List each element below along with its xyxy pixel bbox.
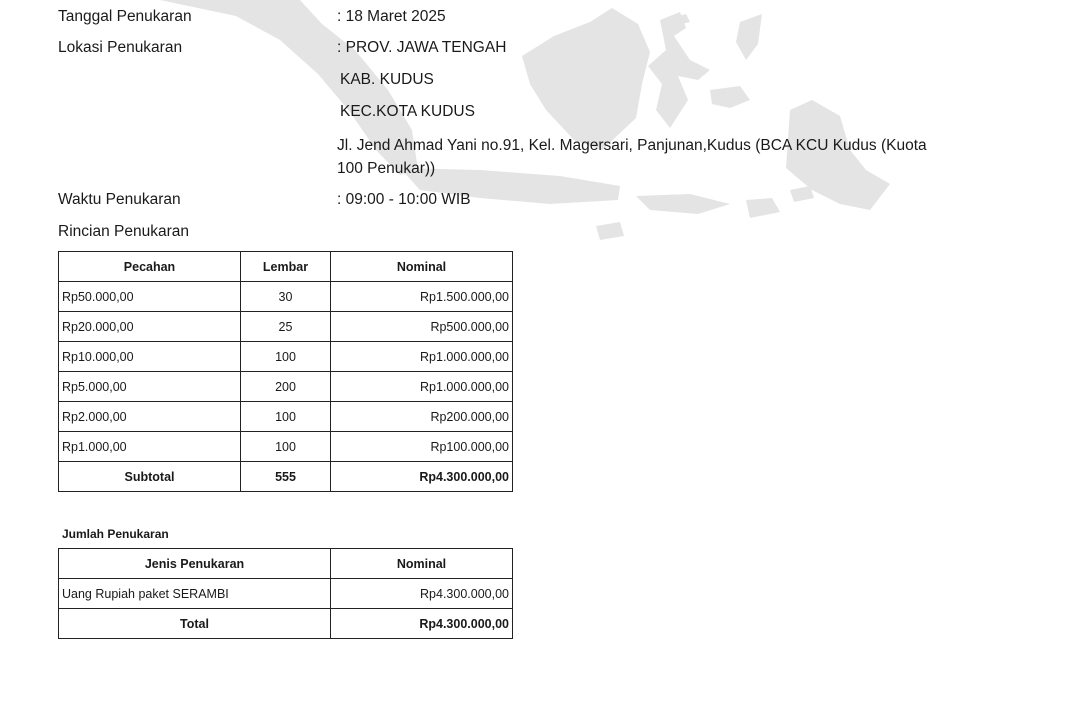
table-header-row: [59, 549, 513, 579]
lokasi-kab: KAB. KUDUS: [340, 71, 434, 88]
jumlah-table: [58, 548, 513, 639]
lembar-cell: 30: [241, 282, 331, 312]
table-row: [59, 342, 513, 372]
waktu-value: : 09:00 - 10:00 WIB: [337, 191, 471, 208]
pecahan-cell: Rp20.000,00: [59, 312, 241, 342]
table-row: [59, 432, 513, 462]
jumlah-title: Jumlah Penukaran: [62, 527, 169, 541]
pecahan-cell: Rp1.000,00: [59, 432, 241, 462]
table-row: [59, 372, 513, 402]
lembar-cell: 25: [241, 312, 331, 342]
table-row: [59, 282, 513, 312]
col-jenis: Jenis Penukaran: [59, 549, 331, 579]
table-header-row: [59, 252, 513, 282]
pecahan-cell: Rp5.000,00: [59, 372, 241, 402]
col-pecahan: Pecahan: [59, 252, 241, 282]
tanggal-label: Tanggal Penukaran: [58, 8, 192, 25]
lokasi-alamat: Jl. Jend Ahmad Yani no.91, Kel. Magersari, Panjunan,Kudus (BCA KCU Kudus (Kuota 100 Penukar)): [337, 137, 927, 177]
nominal-cell: Rp4.300.000,00: [331, 579, 513, 609]
col-nominal: Nominal: [331, 252, 513, 282]
table-row: [59, 312, 513, 342]
waktu-label: Waktu Penukaran: [58, 191, 181, 208]
subtotal-nominal: Rp4.300.000,00: [331, 462, 513, 492]
tanggal-value: : 18 Maret 2025: [337, 8, 446, 25]
pecahan-cell: Rp50.000,00: [59, 282, 241, 312]
subtotal-row: [59, 462, 513, 492]
nominal-cell: Rp1.000.000,00: [331, 342, 513, 372]
nominal-cell: Rp100.000,00: [331, 432, 513, 462]
col-lembar: Lembar: [241, 252, 331, 282]
subtotal-label: Subtotal: [59, 462, 241, 492]
lokasi-kec: KEC.KOTA KUDUS: [340, 103, 475, 120]
nominal-cell: Rp200.000,00: [331, 402, 513, 432]
pecahan-cell: Rp10.000,00: [59, 342, 241, 372]
rincian-label: Rincian Penukaran: [58, 223, 189, 240]
lembar-cell: 100: [241, 342, 331, 372]
col-nominal: Nominal: [331, 549, 513, 579]
total-nominal: Rp4.300.000,00: [331, 609, 513, 639]
lokasi-prov: : PROV. JAWA TENGAH: [337, 39, 507, 56]
pecahan-cell: Rp2.000,00: [59, 402, 241, 432]
lembar-cell: 200: [241, 372, 331, 402]
jenis-cell: Uang Rupiah paket SERAMBI: [59, 579, 331, 609]
lokasi-label: Lokasi Penukaran: [58, 39, 183, 56]
total-row: [59, 609, 513, 639]
lembar-cell: 100: [241, 402, 331, 432]
lembar-cell: 100: [241, 432, 331, 462]
rincian-table: [58, 251, 513, 492]
table-row: [59, 579, 513, 609]
nominal-cell: Rp500.000,00: [331, 312, 513, 342]
table-row: [59, 402, 513, 432]
nominal-cell: Rp1.000.000,00: [331, 372, 513, 402]
subtotal-lembar: 555: [241, 462, 331, 492]
nominal-cell: Rp1.500.000,00: [331, 282, 513, 312]
total-label: Total: [59, 609, 331, 639]
